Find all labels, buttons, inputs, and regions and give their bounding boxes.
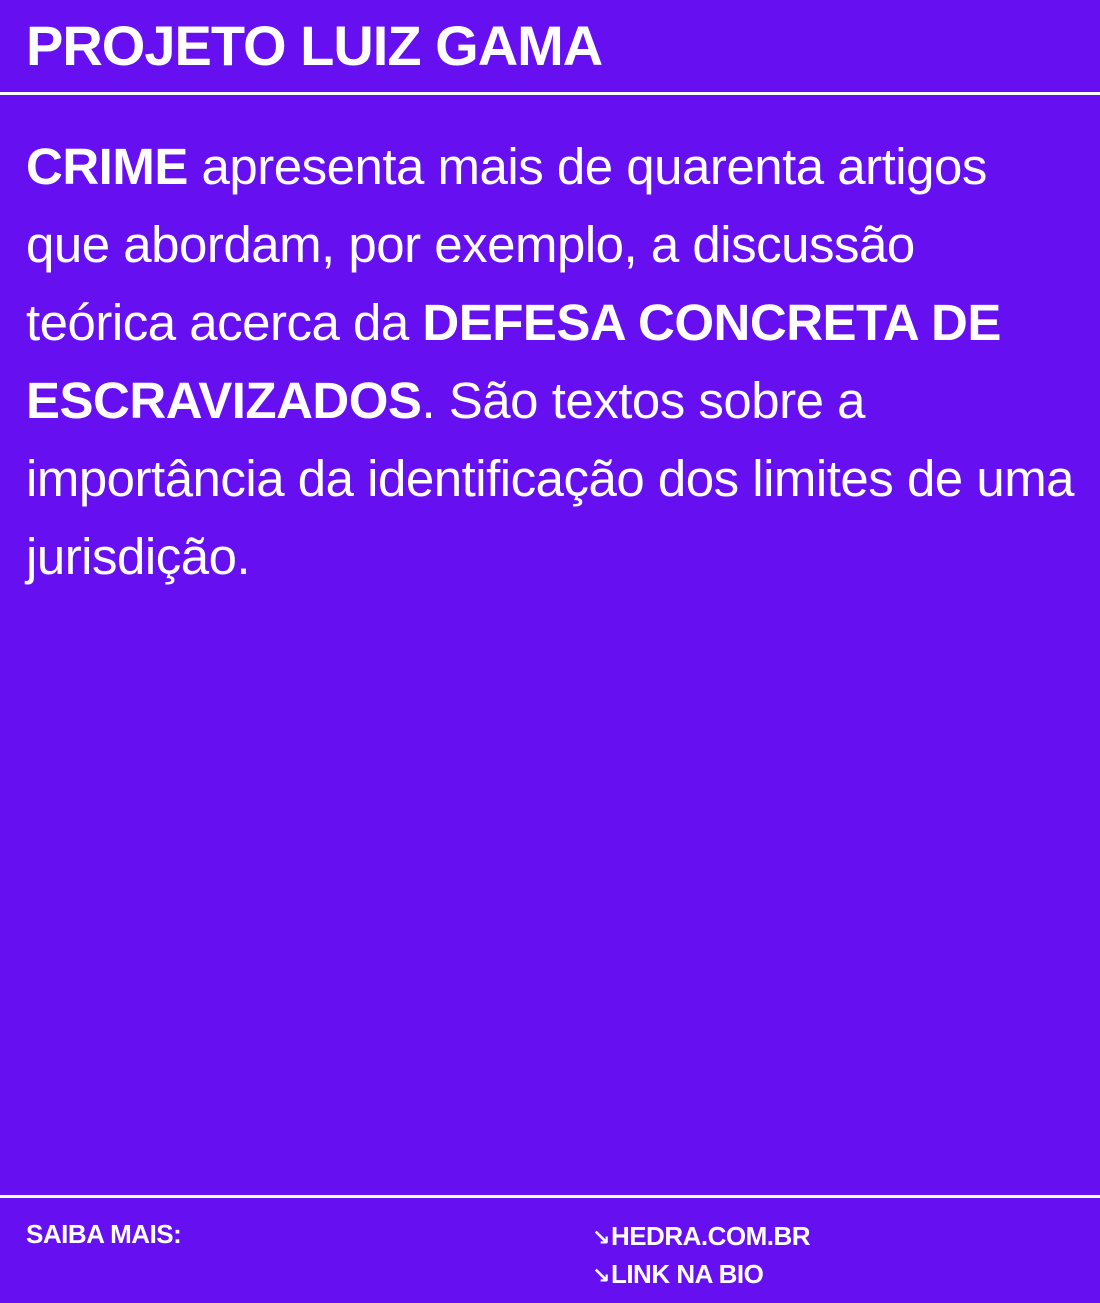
footer — [0, 1195, 1100, 1303]
arrow-down-right-icon: ↘ — [592, 1225, 610, 1250]
body-text-2: . São textos sobre a importância da identificação dos limites de uma jurisdição. — [26, 372, 1075, 585]
body-paragraph — [26, 128, 1076, 596]
highlight-crime: CRIME — [26, 138, 188, 195]
page-title: PROJETO LUIZ GAMA — [26, 14, 603, 77]
highlight-defesa: DEFESA CONCRETA DE ESCRAVIZADOS — [26, 294, 1001, 429]
body-text-1: apresenta mais de quarenta artigos que abordam, por exemplo, a discussão teórica acerca da — [26, 138, 987, 351]
saiba-mais-label: SAIBA MAIS: — [26, 1219, 182, 1249]
arrow-down-right-icon: ↘ — [592, 1263, 610, 1288]
header — [0, 0, 1100, 95]
link-hedra[interactable] — [592, 1218, 810, 1256]
link-bio[interactable] — [592, 1256, 810, 1294]
link-hedra-text: HEDRA.COM.BR — [610, 1221, 811, 1251]
link-bio-text: LINK NA BIO — [610, 1259, 764, 1289]
footer-links — [592, 1218, 810, 1294]
